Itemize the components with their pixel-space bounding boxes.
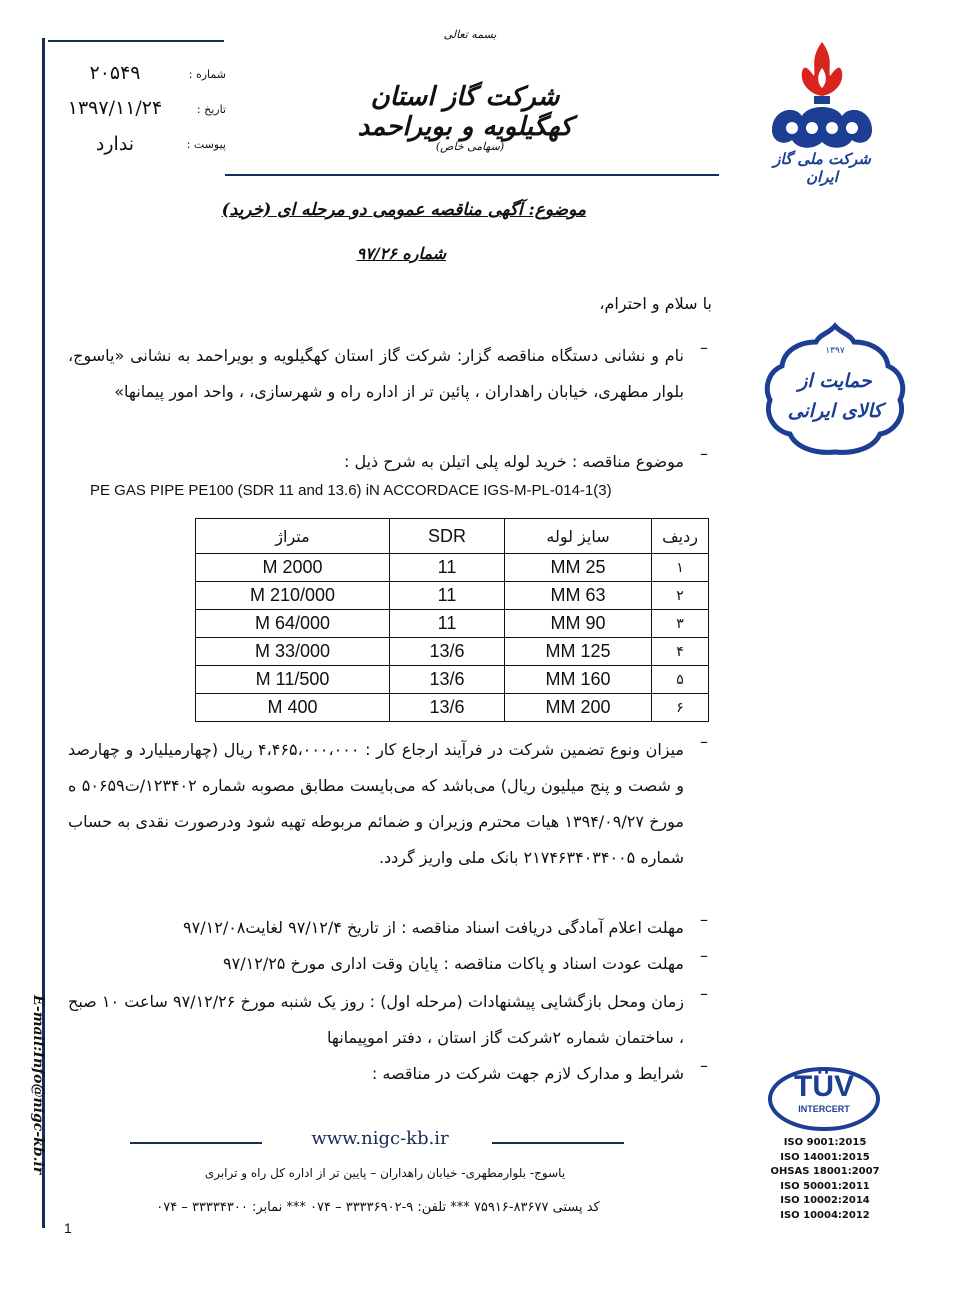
footer-rule-right <box>492 1142 624 1144</box>
greeting: با سلام و احترام، <box>599 294 712 313</box>
number-value: ۲۰۵۴۹ <box>89 62 141 84</box>
stamp-year: ۱۳۹۷ <box>825 346 845 356</box>
item-6-dash: – <box>700 984 708 1003</box>
pipe-size: 200 MM <box>505 694 652 722</box>
table-row <box>196 666 709 694</box>
tender-number: شماره ۹۷/۲۶ <box>356 244 446 263</box>
item-1-dash: – <box>700 338 708 357</box>
row-index: ۵ <box>652 666 709 694</box>
iso-cert: OHSAS 18001:2007 <box>770 1166 880 1177</box>
pipe-size: 160 MM <box>505 666 652 694</box>
row-index: ۴ <box>652 638 709 666</box>
length: 400 M <box>196 694 390 722</box>
table-row <box>196 610 709 638</box>
sdr: 13/6 <box>390 694 505 722</box>
date-value: ۱۳۹۷/۱۱/۲۴ <box>67 97 163 119</box>
table-header-row <box>196 519 709 554</box>
length: 210/000 M <box>196 582 390 610</box>
iso-cert: ISO 50001:2011 <box>780 1180 870 1192</box>
item-1-text: نام و نشانی دستگاه مناقصه گزار: شرکت گاز استان کهگیلویه و بویراحمد به نشانی «یاسوج، بلوار مطهری، خیابان راهداران ، پائین تر از اداره راه و شهرسازی، ، واحد امور پیمانها» <box>68 346 684 401</box>
length: 64/000 M <box>196 610 390 638</box>
iso-cert: ISO 14001:2015 <box>780 1151 870 1163</box>
item-6-text: زمان ومحل بازگشایی پیشنهادات (مرحله اول) : روز یک شنبه مورخ ۹۷/۱۲/۲۶ ساعت ۱۰ صبح ، ساختمان شماره ۲شرکت گاز استان ، دفتر اموپیمانها <box>68 992 685 1047</box>
iso-cert: ISO 9001:2015 <box>783 1137 867 1148</box>
pipe-size: 90 MM <box>505 610 652 638</box>
bismillah: بسمه تعالی <box>443 28 497 41</box>
email-vertical[interactable]: E-mail:Info@nigc-kb.ir <box>30 995 46 1175</box>
footer-rule-left <box>130 1142 262 1144</box>
row-index: ۶ <box>652 694 709 722</box>
footer-contact: کد پستی ۸۳۶۷۷-۷۵۹۱۶ *** تلفن: ۹-۳۳۳۳۶۹۰۲ – ۰۷۴ *** نمابر: ۳۳۳۳۴۳۰۰ – ۰۷۴ <box>156 1200 600 1215</box>
item-4-dash: – <box>700 910 708 929</box>
footer-address: یاسوج- بلوارمطهری- خیابان راهداران – پایین تر از اداره کل راه و ترابری <box>204 1166 566 1180</box>
header-row-index: ردیف <box>652 519 709 554</box>
pipe-size: 63 MM <box>505 582 652 610</box>
nigc-logo <box>764 38 880 186</box>
subject: موضوع: آگهی مناقصه عمومی دو مرحله ای (خرید) <box>221 200 586 220</box>
row-index: ۳ <box>652 610 709 638</box>
sdr: 13/6 <box>390 666 505 694</box>
nigc-logo-text: شرکت ملی گاز ایران <box>773 150 871 186</box>
stamp-line1: حمایت از <box>798 370 872 392</box>
item-2-dash: – <box>700 444 708 463</box>
top-left-rule <box>48 40 224 42</box>
row-index: ۱ <box>652 554 709 582</box>
page-number: 1 <box>64 1220 72 1236</box>
row-index: ۲ <box>652 582 709 610</box>
item-2-text: موضوع مناقصه : خرید لوله پلی اتیلن به شرح ذیل : <box>344 452 684 471</box>
length: 33/000 M <box>196 638 390 666</box>
item-4-text: مهلت اعلام آمادگی دریافت اسناد مناقصه : از تاریخ ۹۷/۱۲/۴ لغایت۹۷/۱۲/۰۸ <box>183 918 684 937</box>
item-7-dash: – <box>700 1056 708 1075</box>
header-sdr: SDR <box>390 519 505 554</box>
item-7-text: شرایط و مدارک لازم جهت شرکت در مناقصه : <box>371 1064 684 1083</box>
intercert-text: INTERCERT <box>798 1104 850 1114</box>
table-row <box>196 582 709 610</box>
attachment-label: پیوست : <box>186 138 226 151</box>
iso-cert: ISO 10002:2014 <box>780 1195 870 1206</box>
sdr: 13/6 <box>390 638 505 666</box>
item-3-dash: – <box>700 732 708 751</box>
length: 2000 M <box>196 554 390 582</box>
date-label: تاریخ : <box>196 103 226 116</box>
iranian-goods-stamp <box>760 320 910 460</box>
table-row <box>196 694 709 722</box>
attachment-value: ندارد <box>95 133 135 155</box>
item-5-text: مهلت عودت اسناد و پاکات مناقصه : پایان وقت اداری مورخ ۹۷/۱۲/۲۵ <box>223 954 684 973</box>
iso-cert: ISO 10004:2012 <box>780 1209 870 1221</box>
company-subtitle: (سهامی خاص) <box>435 140 505 153</box>
table-row <box>196 554 709 582</box>
header-pipe-size: سایز لوله <box>505 519 652 554</box>
sdr: 11 <box>390 582 505 610</box>
item-5-dash: – <box>700 946 708 965</box>
stamp-line2: کالای ایرانی <box>787 400 883 422</box>
tuv-text: TÜV <box>794 1070 854 1103</box>
table-row <box>196 638 709 666</box>
pipe-spec-line: PE GAS PIPE PE100 (SDR 11 and 13.6) iN ACCORDACE IGS-M-PL-014-1(3) <box>90 482 612 499</box>
tuv-logo <box>764 1064 884 1134</box>
iso-cert-list <box>760 1136 890 1223</box>
pipe-size: 125 MM <box>505 638 652 666</box>
sdr: 11 <box>390 554 505 582</box>
company-title: شرکت گاز استان کهگیلویه و بویراحمد <box>357 82 573 142</box>
sdr: 11 <box>390 610 505 638</box>
header-length: متراژ <box>196 519 390 554</box>
number-label: شماره : <box>188 68 226 81</box>
item-3-text: میزان ونوع تضمین شرکت در فرآیند ارجاع کار : ۴،۴۶۵،۰۰۰،۰۰۰ ریال (چهارمیلیارد و چهارصد و شصت و پنج میلیون ریال) می‌باشد که می‌بایست مطابق مصوبه شماره ۱۲۳۴۰۲/ت۵۰۶۵۹ ه مورخ ۱۳۹۴/۰۹/۲۷ هیات محترم وزیران و ضمائم مربوطه تهیه شود ودرصورت نقدی به حساب شماره ۲۱۷۴۶۳۴۰۳۴۰۰۵ بانک ملی واریز گردد. <box>68 740 685 867</box>
header-rule <box>225 174 719 176</box>
pipe-table <box>195 518 709 722</box>
pipe-size: 25 MM <box>505 554 652 582</box>
length: 11/500 M <box>196 666 390 694</box>
website-link[interactable]: www.nigc-kb.ir <box>311 1128 449 1149</box>
